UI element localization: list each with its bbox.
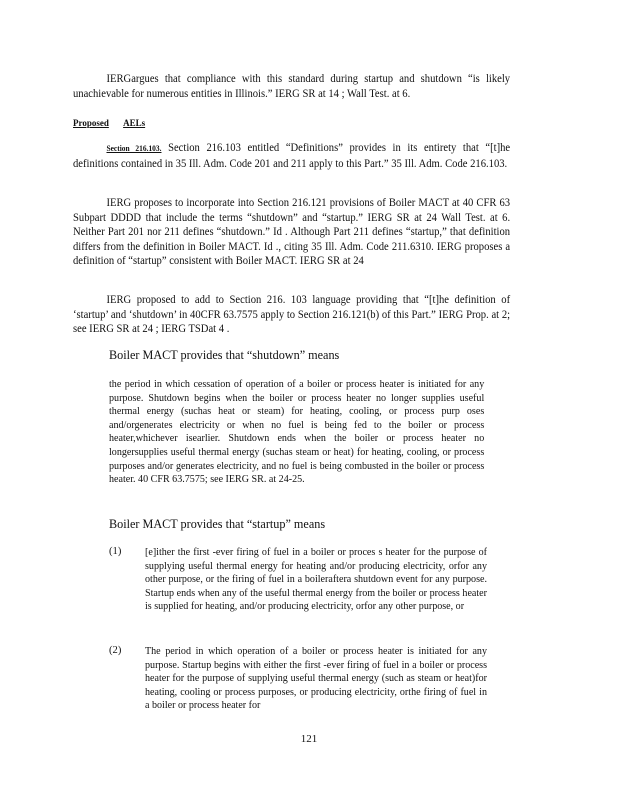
heading-aels: AELs bbox=[123, 118, 146, 128]
shutdown-definition: the period in which cessation of operation of a boiler or process heater is initiated for any purpose. Shutdown begins when the boiler or process heater no longer supplies useful thermal energy (suchas heat or steam) for heating, cooling, or process purp oses and/orgenerates electricity or when no fuel is being fed to the boiler or process heater,whichever isearlier. Shutdown ends when the boiler or process heater no longersupplies useful thermal energy (suchas steam or heat) for heating, cooling, or process purposes and/or generates electricity, and no fuel is being combusted in the boiler or process heater. 40 CFR 63.7575; see IERG SR. at 24-25. bbox=[109, 379, 485, 486]
shutdown-intro: Boiler MACT provides that “shutdown” means bbox=[109, 348, 340, 362]
startup-item-2: The period in which operation of a boiler or process heater is initiated for any purpose. Startup begins with either the first -ever firing of fuel in a boiler or process heater for the purpose of supplying useful thermal energy (such as steam or heat)for heating, cooling or process purposes, or producing electricity, orthe firing of fuel in a boiler or process heater for bbox=[145, 646, 487, 712]
add-language-paragraph: IERG proposed to add to Section 216. 103 language providing that “[t]he definition of ‘startup’ and ‘shutdown’ in 40CFR 63.7575 apply to Section 216.121(b) of this Part.” IERG Prop. at 2; see IERG SR at 24 ; IERG TSDat 4 . bbox=[73, 294, 511, 335]
section-heading bbox=[73, 118, 145, 128]
section-216-103-paragraph bbox=[73, 141, 510, 171]
heading-proposed: Proposed bbox=[73, 118, 109, 128]
proposal-paragraph: IERG proposes to incorporate into Section 216.121 provisions of Boiler MACT at 40 CFR 63 Subpart DDDD that include the terms “shutdown” and “startup.” IERG SR at 24 Wall Test. at 6. Neither Part 201 nor 211 defines “shutdown.” Id . Although Part 211 defines “startup,” that definition differs from the definition in Boiler MACT. Id ., citing 35 Ill. Adm. Code 211.6310. IERG proposes a definition of “startup” consistent with Boiler MACT. IERG SR at 24 bbox=[73, 197, 511, 267]
item-number-2: (2) bbox=[109, 645, 122, 656]
intro-paragraph: IERGargues that compliance with this standard during startup and shutdown “is likely unachievable for numerous entities in Illinois.” IERG SR at 14 ; Wall Test. at 6. bbox=[73, 73, 511, 100]
item-number-1: (1) bbox=[109, 546, 122, 557]
section-216-103-text: Section 216.103 entitled “Definitions” provides in its entirety that “[t]he definitions contained in 35 Ill. Adm. Code 201 and 211 apply to this Part.” 35 Ill. Adm. Code 216.103. bbox=[73, 142, 511, 170]
page-number: 121 bbox=[300, 733, 318, 745]
startup-intro: Boiler MACT provides that “startup” means bbox=[109, 517, 326, 531]
startup-item-1: [e]ither the first -ever firing of fuel in a boiler or proces s heater for the purpose of supplying useful thermal energy for heating and/or producing electricity, orfor any other purpose, or the firing of fuel in a boileraftera shutdown event for any purpose. Startup ends when any of the useful thermal energy from the boiler or process heater is supplied for heating, and/or producing electricity, orfor any other purpose, or bbox=[145, 547, 487, 613]
section-label: Section 216.103. bbox=[106, 144, 162, 153]
